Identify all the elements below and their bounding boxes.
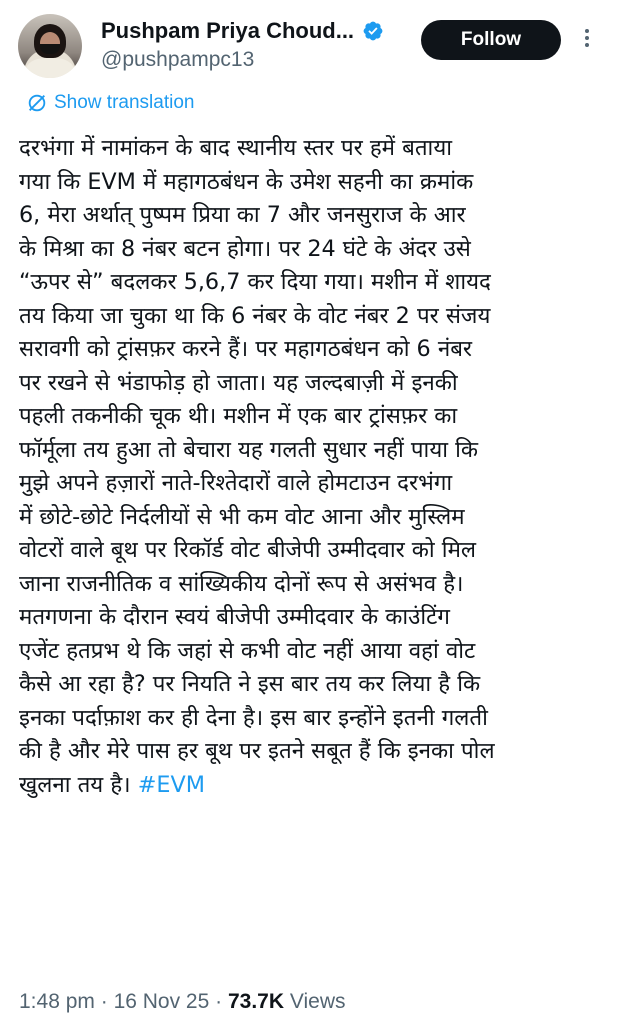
show-translation-label: Show translation xyxy=(54,92,195,113)
tweet-line: गया कि EVM में महागठबंधन के उमेश सहनी का क्रमांक xyxy=(19,168,474,195)
tweet-line: दरभंगा में नामांकन के बाद स्थानीय स्तर पर हमें बताया xyxy=(19,135,453,161)
tweet-line: वोटरों वाले बूथ पर रिकॉर्ड वोट बीजेपी उम्मीदवार को मिल xyxy=(19,537,477,563)
tweet-date[interactable]: 16 Nov 25 xyxy=(113,990,210,1013)
follow-button[interactable]: Follow xyxy=(421,20,561,60)
meta-separator: · xyxy=(209,990,228,1013)
tweet-line: में छोटे-छोटे निर्दलीयों से भी कम वोट आना और मुस्लिम xyxy=(19,503,465,530)
tweet-line: तय किया जा चुका था कि 6 नंबर के वोट नंबर 2 पर संजय xyxy=(19,302,491,329)
views-label: Views xyxy=(284,990,346,1013)
tweet-line: इनका पर्दाफ़ाश कर ही देना है। इस बार इन्होंने इतनी गलती xyxy=(19,704,488,731)
tweet-line: मतगणना के दौरान स्वयं बीजेपी उम्मीदवार के काउंटिंग xyxy=(19,604,450,630)
author-name[interactable]: Pushpam Priya Choud... xyxy=(101,18,355,43)
tweet-last-line xyxy=(19,769,609,803)
verified-badge-icon xyxy=(362,20,384,42)
globe-icon xyxy=(26,92,48,114)
views-count: 73.7K xyxy=(227,990,285,1013)
tweet-line: सरावगी को ट्रांसफ़र करने हैं। पर महागठबंधन को 6 नंबर xyxy=(19,336,473,362)
show-translation-link[interactable] xyxy=(26,92,194,114)
tweet-line: एजेंट हतप्रभ थे कि जहां से कभी वोट नहीं आया वहां वोट xyxy=(19,637,476,664)
tweet-line: जाना राजनीतिक व सांख्यिकीय दोनों रूप से असंभव है। xyxy=(19,570,464,597)
tweet-line: “ऊपर से” बदलकर 5,6,7 कर दिया गया। मशीन में शायद xyxy=(19,269,491,295)
tweet-line: मुझे अपने हज़ारों नाते-रिश्तेदारों वाले होमटाउन दरभंगा xyxy=(19,470,453,496)
meta-separator: · xyxy=(94,990,114,1013)
tweet-line: कैसे आ रहा है? पर नियति ने इस बार तय कर लिया है कि xyxy=(19,671,481,697)
tweet-line: पहली तकनीकी चूक थी। मशीन में एक बार ट्रांसफ़र का xyxy=(19,403,458,429)
tweet-text xyxy=(19,132,609,802)
more-options-icon[interactable] xyxy=(582,26,592,56)
tweet-line: 6, मेरा अर्थात् पुष्पम प्रिया का 7 और जनसुराज के आर xyxy=(19,202,466,228)
avatar[interactable] xyxy=(18,14,82,78)
author-name-row[interactable] xyxy=(101,18,384,44)
tweet-line: पर रखने से भंडाफोड़ हो जाता। यह जल्दबाज़ी में इनकी xyxy=(19,369,458,396)
tweet-meta xyxy=(19,990,346,1014)
tweet-line: फॉर्मूला तय हुआ तो बेचारा यह गलती सुधार नहीं पाया कि xyxy=(19,436,479,463)
hashtag-link[interactable]: #EVM xyxy=(137,771,205,798)
tweet-line: के मिश्रा का 8 नंबर बटन होगा। पर 24 घंटे के अंदर उसे xyxy=(19,235,471,262)
author-handle[interactable]: @pushpampc13 xyxy=(101,48,255,71)
tweet-line: की है और मेरे पास हर बूथ पर इतने सबूत हैं कि इनका पोल xyxy=(19,738,495,764)
tweet-time[interactable]: 1:48 pm xyxy=(19,990,95,1013)
tweet-last-line-text: खुलना तय है। xyxy=(19,771,138,798)
avatar-shawl xyxy=(26,58,74,78)
